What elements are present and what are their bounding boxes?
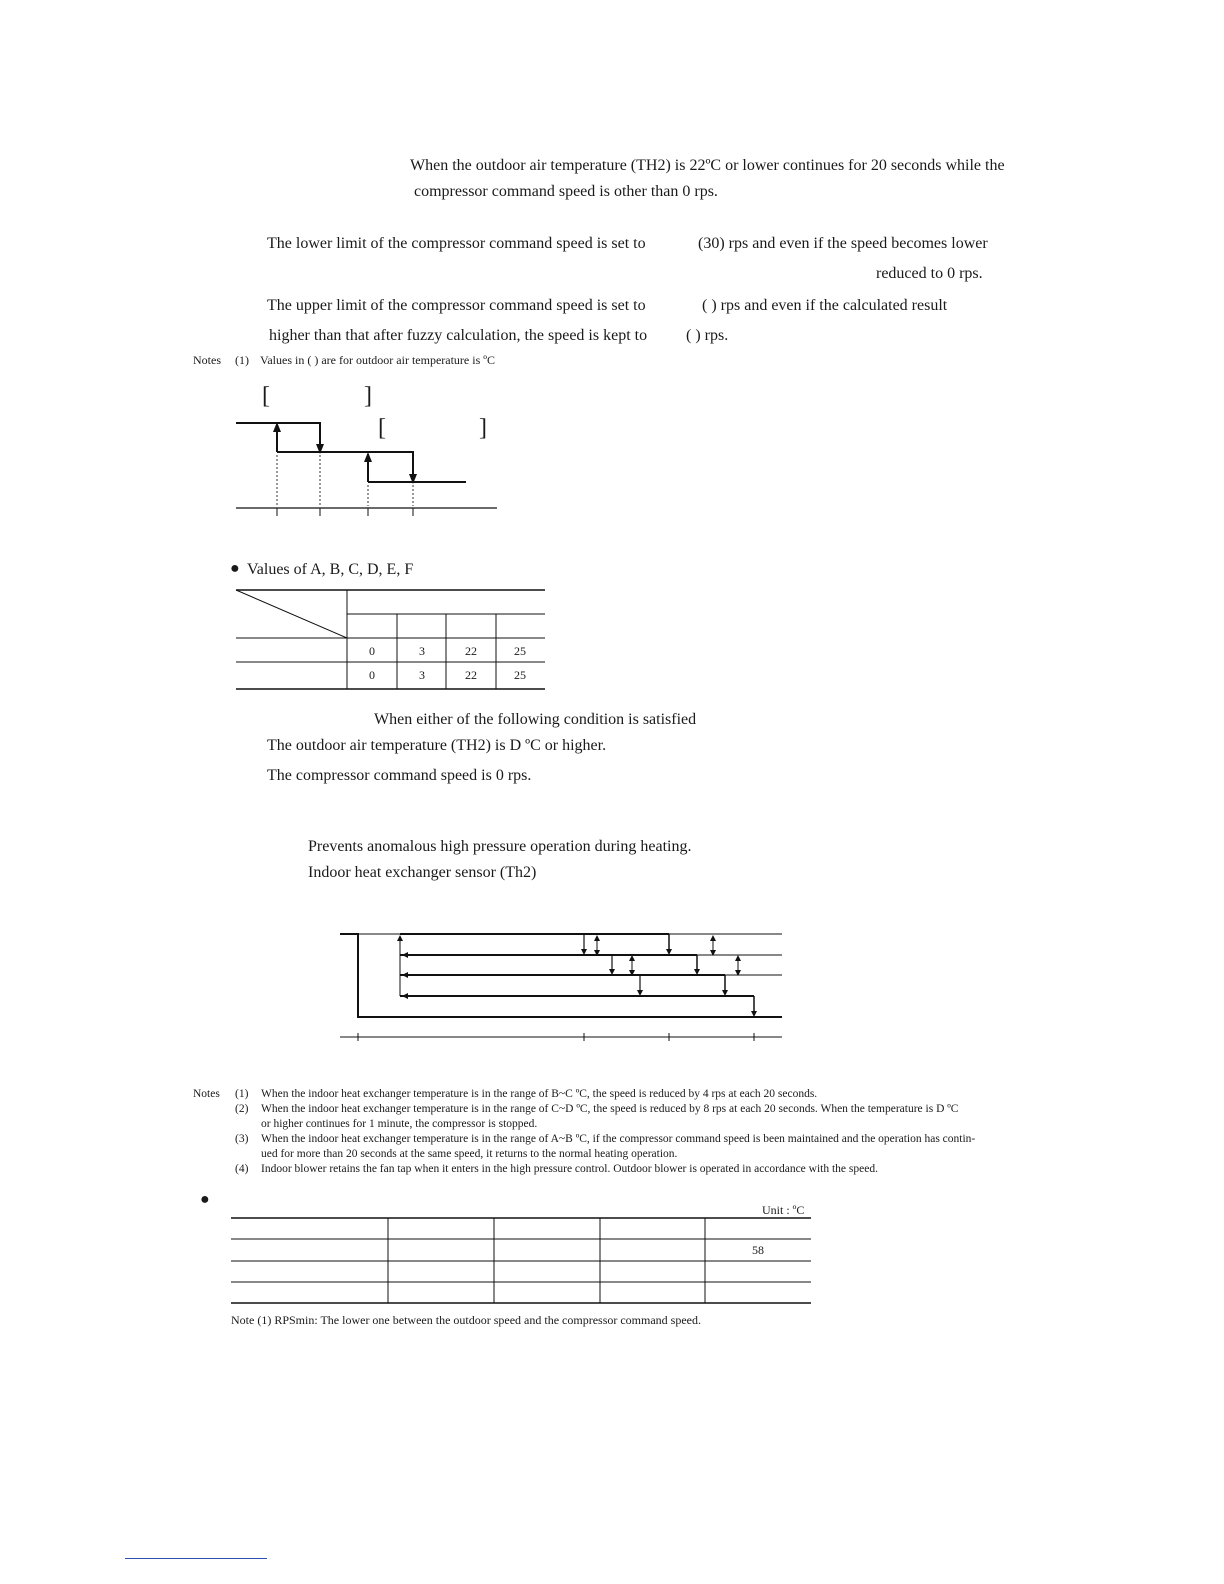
table-cell: 3: [419, 644, 425, 658]
values-table-heading: Values of A, B, C, D, E, F: [247, 561, 414, 578]
table-cell: 22: [465, 644, 477, 658]
reset-title: When either of the following condition is satisfied: [374, 711, 697, 728]
note-1-text: Values in ( ) are for outdoor air temperature is ºC: [260, 353, 495, 367]
notes-label: Notes: [193, 353, 221, 367]
upper-limit-text-b: ( ) rps and even if the calculated result: [702, 297, 948, 314]
hp-table-cell: 58: [752, 1243, 764, 1257]
hp-note-2-text: When the indoor heat exchanger temperature is in the range of C~D ºC, the speed is reduced by 8 rps at each 20 seconds. When the temperature is D ºC: [261, 1103, 959, 1115]
hp-note-2-number: (2): [235, 1103, 249, 1115]
hp-note-1-text: When the indoor heat exchanger temperature is in the range of B~C ºC, the speed is reduced by 4 rps at each 20 seconds.: [261, 1088, 818, 1100]
high-pressure-sensor: Indoor heat exchanger sensor (Th2): [308, 864, 537, 881]
hp-note-4-number: (4): [235, 1163, 249, 1175]
table-cell: 25: [514, 668, 526, 682]
table-cell: 0: [369, 668, 375, 682]
lower-limit-text-c: reduced to 0 rps.: [876, 265, 983, 282]
lower-limit-text-a: The lower limit of the compressor command speed is set to: [267, 235, 646, 252]
table-cell: 25: [514, 644, 526, 658]
hp-note-3-text: When the indoor heat exchanger temperature is in the range of A~B ºC, if the compressor command speed is been maintained and the operation has contin-: [261, 1133, 976, 1145]
lower-limit-text-b: (30) rps and even if the speed becomes lower: [698, 235, 988, 252]
hp-note-1-number: (1): [235, 1088, 249, 1100]
bracket-right-open: [: [378, 415, 386, 441]
hp-table-bullet: ●: [200, 1191, 210, 1208]
reset-item-2: The compressor command speed is 0 rps.: [267, 767, 532, 784]
unit-label: Unit : ºC: [762, 1203, 805, 1217]
values-bullet: ●: [230, 560, 240, 577]
rpsmin-footnote: Note (1) RPSmin: The lower one between the outdoor speed and the compressor command speed.: [231, 1313, 701, 1327]
table-cell: 0: [369, 644, 375, 658]
footer-divider: [125, 1558, 267, 1559]
table-cell: 22: [465, 668, 477, 682]
condition-line-1: When the outdoor air temperature (TH2) is 22ºC or lower continues for 20 seconds while the: [410, 157, 1005, 174]
reset-item-1: The outdoor air temperature (TH2) is D ºC or higher.: [267, 737, 607, 754]
hp-notes-label: Notes: [193, 1088, 220, 1100]
bracket-right-close: ]: [479, 415, 487, 441]
upper-limit-text-c: higher than that after fuzzy calculation, the speed is kept to: [269, 327, 648, 344]
upper-limit-text-d: ( ) rps.: [686, 327, 729, 344]
high-pressure-purpose: Prevents anomalous high pressure operation during heating.: [308, 838, 692, 855]
hp-note-4-text: Indoor blower retains the fan tap when it enters in the high pressure control. Outdoor blower is operated in accordance with the speed.: [261, 1163, 878, 1175]
condition-line-2: compressor command speed is other than 0 rps.: [414, 183, 718, 200]
hp-note-3-text-cont: ued for more than 20 seconds at the same speed, it returns to the normal heating operation.: [261, 1148, 678, 1160]
hp-note-3-number: (3): [235, 1133, 249, 1145]
table-cell: 3: [419, 668, 425, 682]
bracket-left-close: ]: [364, 383, 372, 409]
upper-limit-text-a: The upper limit of the compressor command speed is set to: [267, 297, 646, 314]
hp-note-2-text-cont: or higher continues for 1 minute, the compressor is stopped.: [261, 1118, 538, 1130]
note-1-number: (1): [235, 353, 249, 367]
bracket-left-open: [: [262, 383, 270, 409]
